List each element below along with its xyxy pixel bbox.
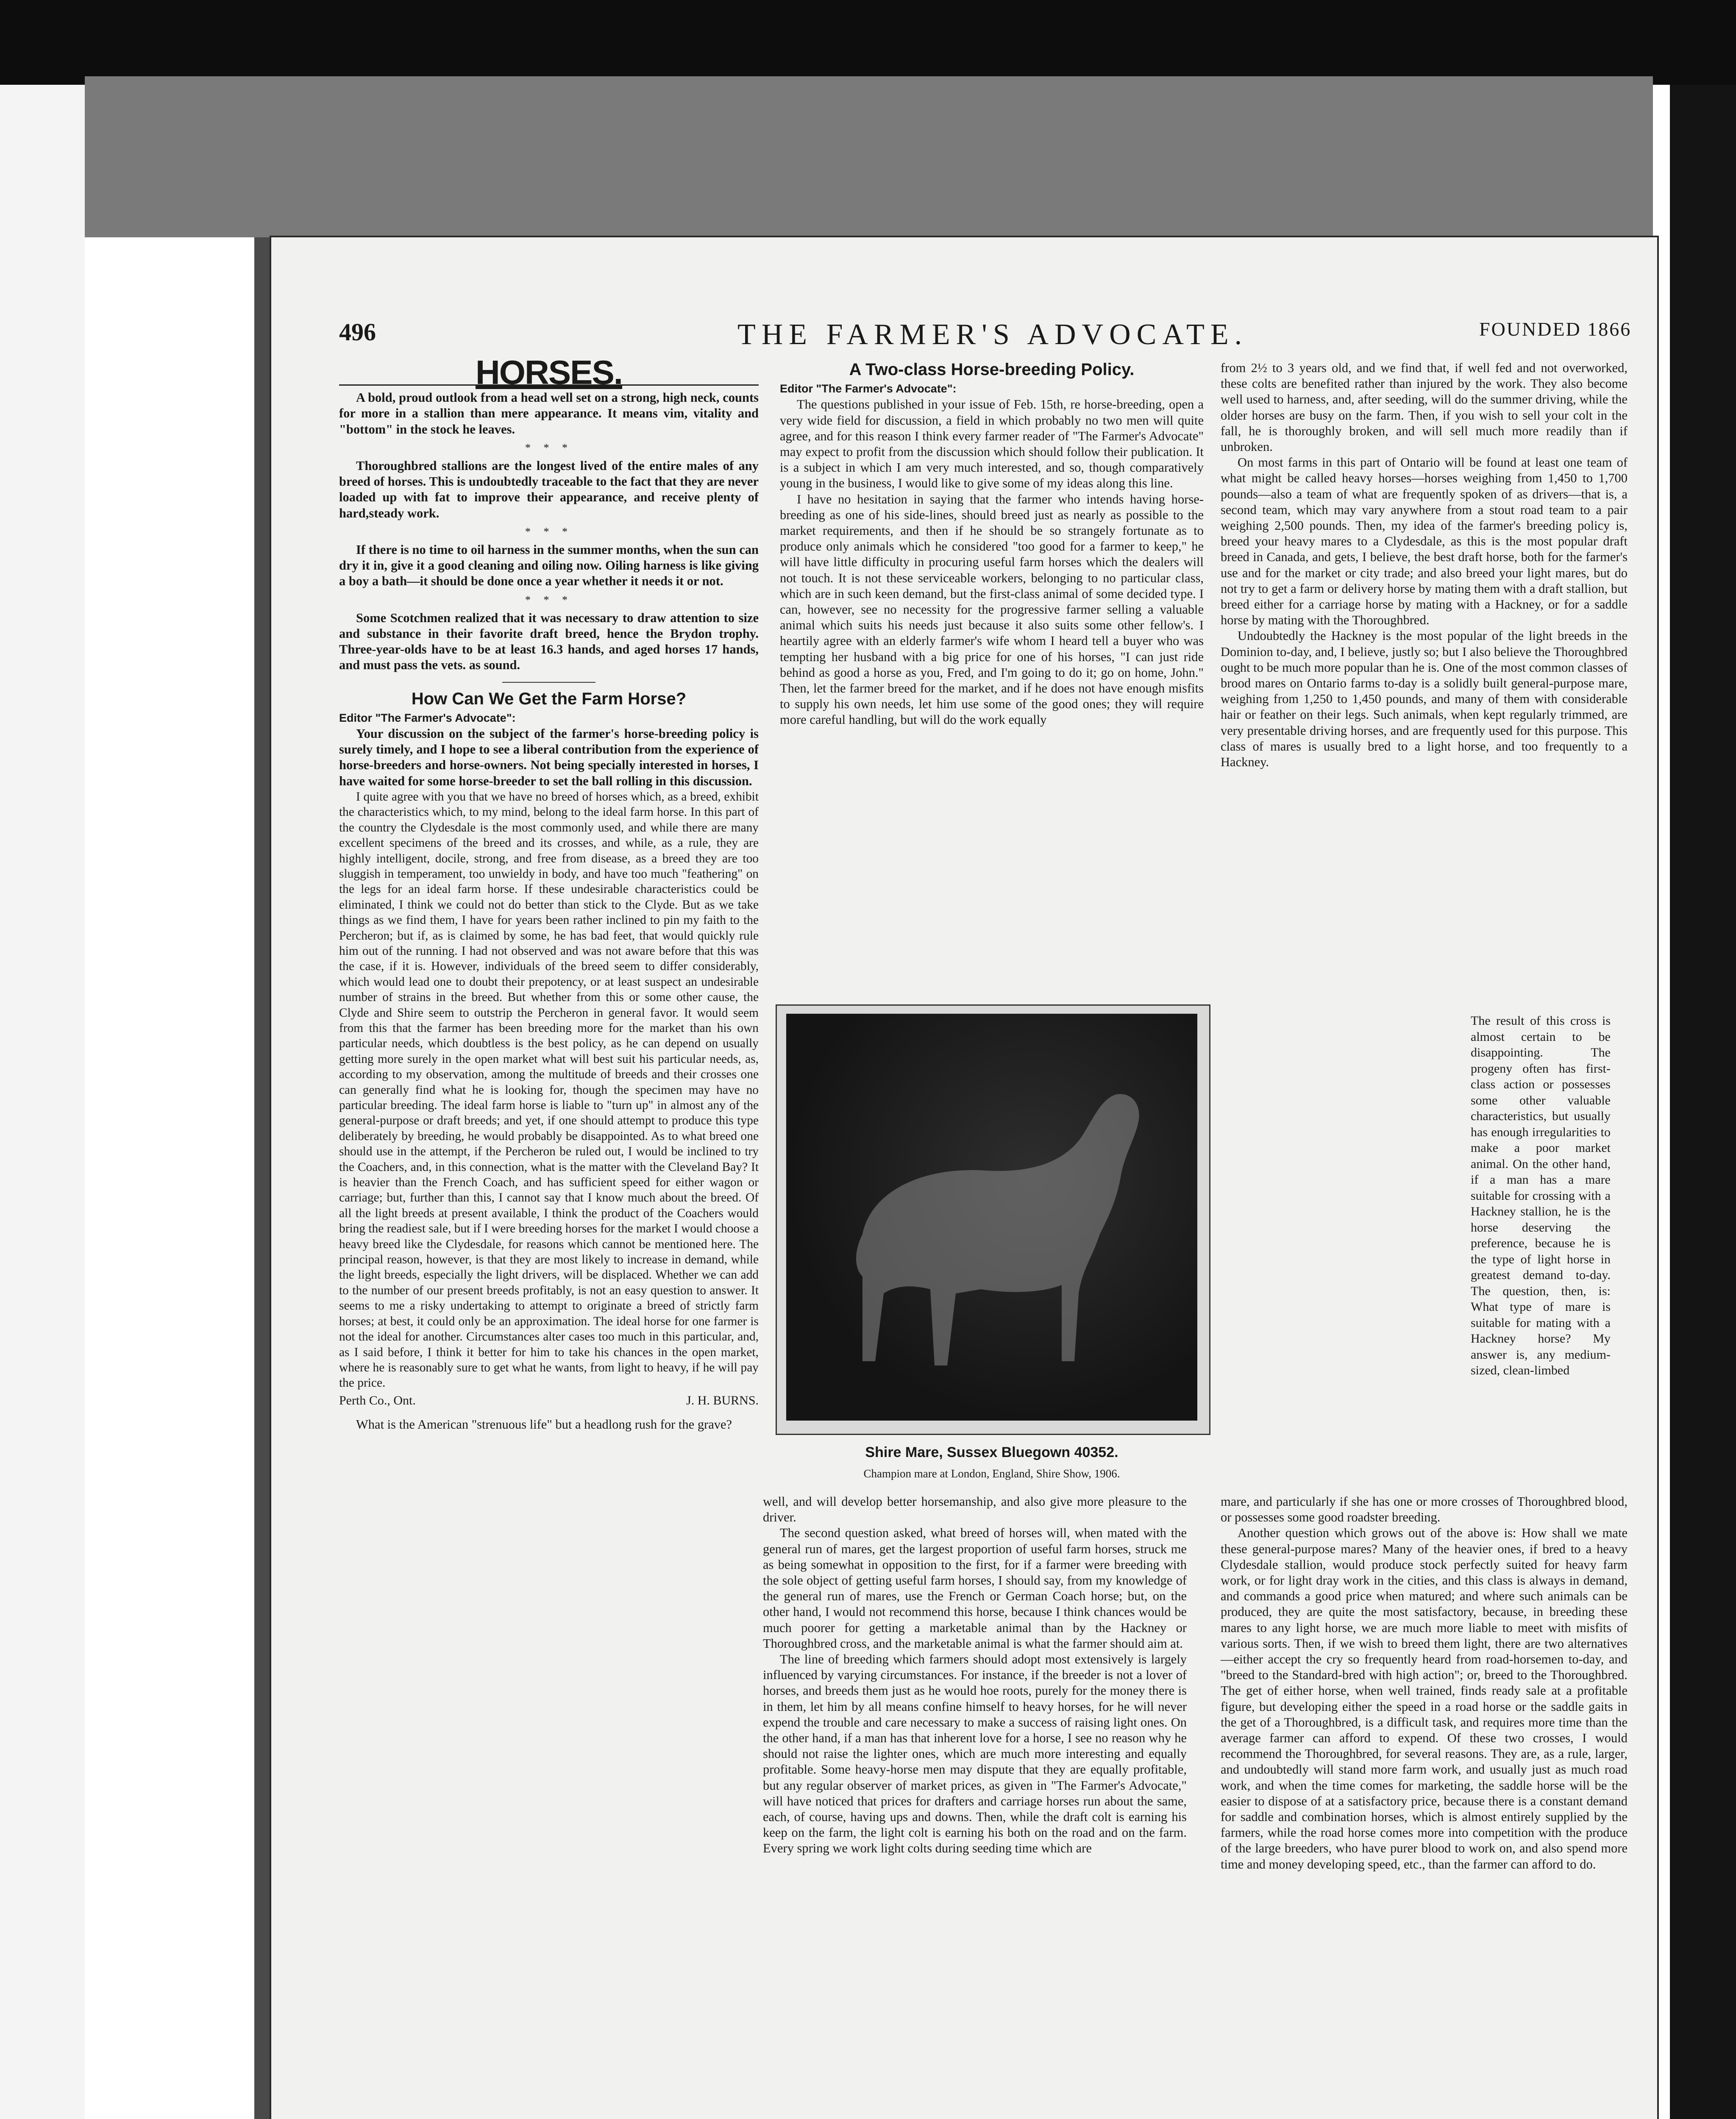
scan-band-left bbox=[85, 76, 1653, 237]
closing-quip: What is the American "strenuous life" but a headlong rush for the grave? bbox=[356, 1417, 732, 1432]
article-heading-farm-horse: How Can We Get the Farm Horse? bbox=[411, 689, 687, 708]
scan-border-right bbox=[1670, 85, 1736, 2119]
article2-paragraph-2: I have no hesitation in saying that the farmer who intends having horse-breeding as one of his side-lines, should breed just as nearly as possible to the market requirements, and then if he should be so strangely fortunate as to produce only animals which he considered "too good for a farmer to keep," he will have little difficulty in procuring useful farm horses which the dealers will not touch. It is not these serviceable workers, belonging to no particular class, which are in such keen demand, but the first-class animal of some decided type. I can, however, see no necessity for the progressive farmer selling a valuable animal which suits his needs just because it also suits some other fellow's. I heartily agree with an elderly farmer's wife whom I heard tell a buyer who was tempting her husband with a big price for one of his horses, "I can just ride behind as good a horse as you, Fred, and I'm going to do it; go on home, John." Then, let the farmer breed for the market, and if he does not have enough misfits to supply his own needs, let him use some of the good ones; they will require more careful handling, but will do the work equally bbox=[780, 492, 1204, 727]
founded-label: FOUNDED 1866 bbox=[1479, 318, 1632, 340]
article1-paragraph-1: Your discussion on the subject of the farmer's horse-breeding policy is surely timely, and I hope to see a liberal contribution from the experience of horse-breeders and horse-owners. Not being specially interested in horses, I have waited for some horse-breeder to set the ball rolling in this discussion. bbox=[339, 726, 759, 788]
column-1 bbox=[339, 353, 759, 1432]
page-number: 496 bbox=[339, 318, 376, 346]
editor-line: Editor "The Farmer's Advocate": bbox=[780, 382, 957, 395]
scan-border-left bbox=[0, 85, 85, 2119]
column-2 bbox=[780, 360, 1204, 728]
article-divider bbox=[502, 682, 595, 683]
shire-mare-photo bbox=[786, 1014, 1197, 1421]
note-1: A bold, proud outlook from a head well set on a strong, high neck, counts for more in a stallion than mere appearance. It means vim, vitality and "bottom" in the stock he leaves. bbox=[339, 390, 759, 437]
note-separator: * * * bbox=[525, 593, 573, 606]
column-3-continued bbox=[1221, 1494, 1628, 1872]
article2-continued-2: The second question asked, what breed of horses will, when mated with the general run of mares, get the largest proportion of useful farm horses, struck me as being somewhat in opposition to the first, for if a farmer were breeding with the sole object of getting useful farm horses, I should say, from my knowledge of the general run of mares, use the French or German Coach horse; but, on the other hand, I would not recommend this horse, because I think chances would be much poorer for getting a marketable animal than by the Hackney or Thoroughbred cross, and the marketable animal is what the farmer should aim at. bbox=[763, 1526, 1187, 1651]
wrap-paragraph: The result of this cross is almost certain to be disappointing. The progeny often has first-class action or possesses some other valuable characteristics, but usually has enough irregularities to make a poor market animal. On the other hand, if a man has a mare suitable for crossing with a Hackney stallion, he is the horse deserving the preference, because he is the type of light horse in greatest demand to-day. The question, then, is: What type of mare is suitable for mating with a Hackney horse? My answer is, any medium-sized, clean-limbed bbox=[1471, 1014, 1611, 1377]
scan-border-top bbox=[0, 0, 1736, 85]
article2-paragraph-1: The questions published in your issue of Feb. 15th, re horse-breeding, open a very wide field for discussion, a field in which probably no two men will quite agree, and for this reason I think every farmer reader of "The Farmer's Advocate" may expect to profit from the discussion which should follow their publication. It is a subject in which I am very much interested, and so, though comparatively young in the business, I would like to give some of my ideas along this line. bbox=[780, 397, 1204, 491]
horse-silhouette-icon bbox=[786, 1014, 1197, 1421]
note-4: Some Scotchmen realized that it was necessary to draw attention to size and substance in their favorite draft breed, hence the Brydon trophy. Three-year-olds have to be at least 16.3 hands, and aged horses 17 hands, and must pass the vets. as sound. bbox=[339, 610, 759, 673]
note-separator: * * * bbox=[525, 441, 573, 454]
article2-col3-paragraph-2: On most farms in this part of Ontario will be found at least one team of what might be called heavy horses—horses weighing from 1,450 to 1,700 pounds—also a team of what are frequently spoken of as drivers—that is, a second team, which may vary anywhere from a stout road team to a pair weighing 2,500 pounds. Then, my idea of the farmer's breeding policy is, breed your heavy mares to a Clydesdale, as this is the most popular draft breed in Canada, and gets, I believe, the best draft horse, both for the farmer's use and for the market or city trade; and also breed your light mares, but do not try to get a farm or delivery horse by mating them with a draft stallion, but breed either for a carriage horse by mating with a Hackney, or for a saddle horse by mating with the Thoroughbred. bbox=[1221, 455, 1628, 628]
note-2: Thoroughbred stallions are the longest lived of the entire males of any breed of horses. This is undoubtedly traceable to the fact that they are never loaded up with fat to improve their appearance, and receive plenty of hard,steady work. bbox=[339, 459, 759, 520]
article-heading-two-class: A Two-class Horse-breeding Policy. bbox=[849, 360, 1135, 379]
section-heading-horses: HORSES. bbox=[475, 353, 623, 391]
article2-col3-paragraph-3: Undoubtedly the Hackney is the most popular of the light breeds in the Dominion to-day, and, I believe, justly so; but I also believe the Thoroughbred ought to be much more popular than he is. One of the most common classes of brood mares on Ontario farms to-day is a solidly built general-purpose mare, weighing from 1,250 to 1,450 pounds, and many of them with considerable hair or feather on their legs. Such animals, when kept regularly trimmed, are very presentable driving horses, and are frequently used for this purpose. This class of mares is usually bred to a light horse, and too frequently to a Hackney. bbox=[1221, 628, 1628, 770]
place-name: Perth Co., Ont. bbox=[339, 1393, 416, 1407]
article2-continued-3: The line of breeding which farmers should adopt most extensively is largely influenced by varying circumstances. For instance, if the breeder is not a lover of horses, and breeds them just as he would hoe roots, purely for the money there is in them, let him by all means confine himself to heavy horses, for he will never expend the trouble and care necessary to make a success of raising light ones. On the other hand, if a man has that inherent love for a horse, I see no reason why he should not raise the lighter ones, which are much more interesting and equally profitable. Some heavy-horse men may dispute that they are equally profitable, but any regular observer of market prices, as given in "The Farmer's Advocate," will have noticed that prices for drafters and carriage horses run about the same, each, of course, having ups and downs. Then, while the draft colt is earning his keep on the farm, the light colt is earning his both on the road and on the farm. Every spring we work light colts during seeding time which are bbox=[763, 1652, 1187, 1856]
photo-caption: Shire Mare, Sussex Bluegown 40352. bbox=[865, 1444, 1118, 1460]
column-3 bbox=[1221, 360, 1628, 770]
note-3: If there is no time to oil harness in the summer months, when the sun can dry it in, give it a good cleaning and oiling now. Oiling harness is like giving a boy a bath—it should be done once a year whether it needs it or not. bbox=[339, 542, 759, 589]
masthead-title: THE FARMER'S ADVOCATE. bbox=[737, 318, 1248, 351]
article2-continued-1: well, and will develop better horsemanship, and also give more pleasure to the driver. bbox=[763, 1494, 1187, 1525]
author-name: J. H. BURNS. bbox=[686, 1393, 759, 1407]
horses-notes bbox=[339, 390, 759, 673]
photo-subcaption: Champion mare at London, England, Shire Show, 1906. bbox=[863, 1467, 1120, 1480]
column-2-continued bbox=[763, 1494, 1187, 1857]
signature-line bbox=[339, 1393, 759, 1408]
photo-wrap-text bbox=[1471, 1013, 1611, 1379]
article1-paragraph-2: I quite agree with you that we have no breed of horses which, as a breed, exhibit the characteristics which, to my mind, belong to the ideal farm horse. In this part of the country the Clydesdale is the most commonly used, and while there are many excellent specimens of the breed and its crosses, and while, as a rule, they are highly intelligent, docile, strong, and free from disease, as a breed they are too sluggish in temperament, too unwieldy in body, and have too much "feathering" on the legs for an ideal farm horse. If these undesirable characteristics could be eliminated, I think we could not do better than stick to the Clyde. But as we take things as we find them, I have for years been rather inclined to pin my faith to the Percheron; but if, as is claimed by some, he has bad feet, that would quickly rule him out of the running. I had not observed and was not aware before that this was the case, if it is. However, individuals of the breed seem to differ considerably, which would lead one to doubt their prepotency, or at least suspect an undesirable number of strains in the breed. But whether from this or some other cause, the Clyde and Shire seem to outstrip the Percheron in general favor. It would seem from this that the farmer has been breeding more for the market than his own particular needs, which doubtless is the best policy, as he can depend on usually getting more surely in the open market what will best suit his particular needs, as, according to my observation, among the multitude of breeds and their crosses one can generally find what he is looking for, though the specimen may have no particular breeding. The ideal farm horse is liable to "turn up" in almost any of the general-purpose or draft breeds; and yet, if one should attempt to produce this type deliberately by breeding, he would probably be disappointed. As to what breed one should use in the attempt, if the Percheron be ruled out, I would be inclined to try the Coachers, and, in this connection, what is the matter with the Cleveland Bay? It is heavier than the French Coach, and has sufficient speed for either wagon or carriage; but, further than this, I cannot say that I know much about the breed. Of all the light breeds at present available, I think the product of the Coachers would bring the readiest sale, but if I were breeding horses for the market I would choose a heavy breed like the Clydesdale, for reasons which cannot be mentioned here. The principal reason, however, is that they are most likely to increase in demand, while the light breeds, especially the light drivers, will be displaced. Whether we can add to the number of our present breeds profitably, is not an easy question to answer. It seems to me a risky undertaking to attempt to originate a breed of strictly farm horses; at best, it could only be an approximation. The ideal horse for one farmer is not the ideal for another. Circumstances alter cases too much in this particular, and, as I said before, I think it better for him to take his chances in the open market, where he is reasonably sure to get what he wants, from light to heavy, if he will pay the price. bbox=[339, 790, 759, 1390]
editor-line: Editor "The Farmer's Advocate": bbox=[339, 711, 516, 724]
article2-col3-paragraph-1: from 2½ to 3 years old, and we find that, if well fed and not overworked, these colts are benefited rather than injured by the work. They also become well used to harness, and, after seeding, will do the summer driving, while the older horses are busy on the farm. Then, if you wish to sell your colt in the fall, he is thoroughly broken, and will sell much more readily than if unbroken. bbox=[1221, 361, 1628, 454]
article2-col3-bottom-1: mare, and particularly if she has one or more crosses of Thoroughbred blood, or possesses some good roadster breeding. bbox=[1221, 1494, 1628, 1525]
article2-col3-bottom-2: Another question which grows out of the above is: How shall we mate these general-purpose mares? Many of the heavier ones, if bred to a heavy Clydesdale stallion, would produce stock perfectly suited for heavy farm work, or for light dray work in the cities, and this class is always in demand, and commands a good price when matured; and where such animals can be produced, they are quite the most satisfactory, because, in breeding these mares to any light horse, we are much more liable to meet with misfits of various sorts. Then, if we wish to breed them light, there are two alternatives—either accept the cry so frequently heard from road-horsemen to-day, and "breed to the Standard-bred with high action"; or, breed to the Thoroughbred. The get of either horse, when well trained, finds ready sale at a profitable figure, but developing either the speed in a road horse or the saddle gaits in the get of a Thoroughbred, is a difficult task, and requires more time than the average farmer can afford to expend. Of these two crosses, I would recommend the Thoroughbred, for several reasons. They are, as a rule, larger, and undoubtedly will stand more farm work, and usually just as much road work, and when the time comes for marketing, the saddle horse will be the easier to dispose of at a satisfactory price, because there is a constant demand for saddle and combination horses, which is almost entirely supplied by the farmers, while the road horse comes more into competition with the produce of the large breeders, who have purer blood to work on, and also spend more time and money developing speed, etc., than the farmer can afford to do. bbox=[1221, 1526, 1628, 1872]
note-separator: * * * bbox=[525, 525, 573, 538]
